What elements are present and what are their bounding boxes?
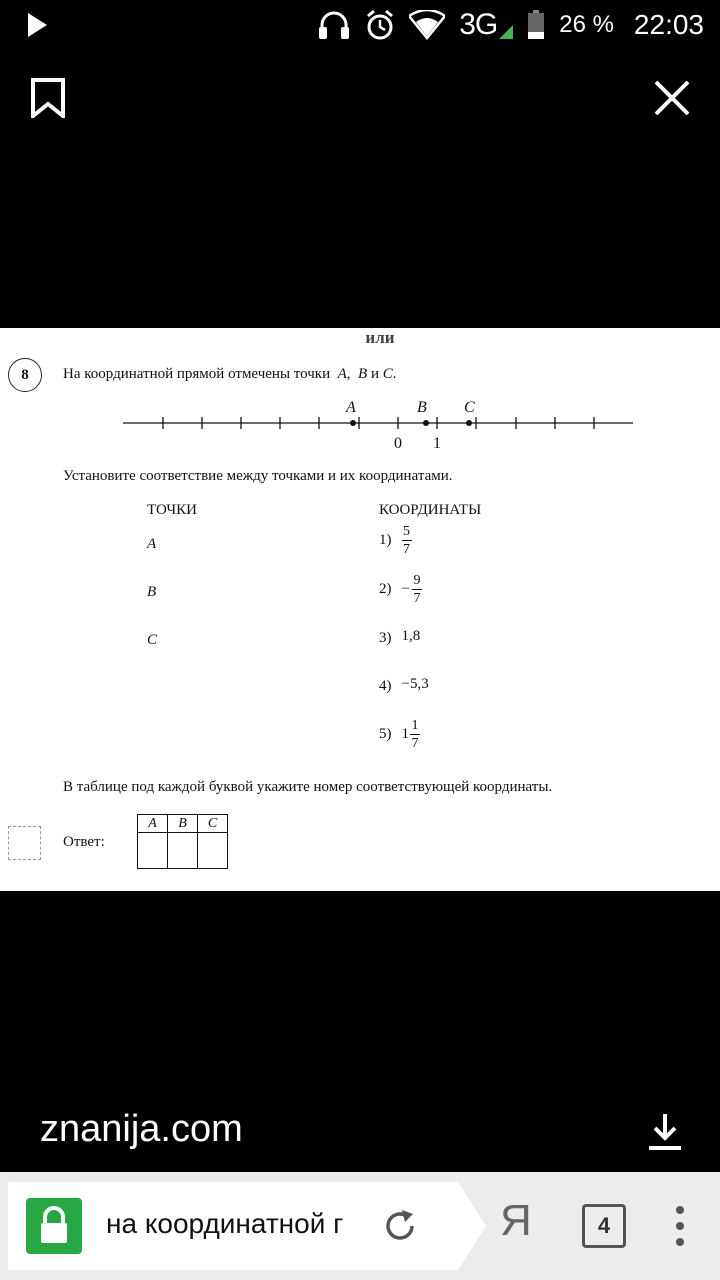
wifi-icon	[409, 10, 445, 40]
menu-icon[interactable]	[670, 1202, 690, 1250]
url-text[interactable]: на координатной г	[106, 1208, 344, 1239]
fraction: $\frac{1}{7}$	[411, 718, 419, 751]
coords-column-header: КООРДИНАТЫ	[379, 502, 482, 518]
clock: 22:03	[633, 9, 704, 40]
question-text: На координатной прямой отмечены точки A, B и C.	[63, 366, 397, 382]
point-item-a: A	[147, 536, 157, 552]
reload-icon[interactable]	[380, 1206, 420, 1246]
point-item-b: B	[147, 584, 157, 600]
alarm-icon	[365, 9, 395, 41]
signal-icon	[499, 25, 513, 39]
bookmark-icon[interactable]	[30, 78, 66, 118]
coord-item-3: 3) 1,8	[379, 628, 421, 646]
answer-checkbox	[8, 826, 41, 860]
browser-toolbar	[0, 1172, 720, 1280]
number-line	[0, 396, 720, 456]
or-label: или	[365, 328, 395, 347]
coord-item-2: 2) − $\frac{9}{7}$	[379, 573, 421, 606]
point-c-dot	[466, 420, 472, 426]
answer-cell-a	[138, 833, 168, 869]
point-a-dot	[350, 420, 356, 426]
coord-item-5: 5) 1 $\frac{1}{7}$	[379, 718, 419, 751]
instruction-text: Установите соответствие между точками и их координатами.	[63, 468, 453, 484]
answer-cell-b	[168, 833, 198, 869]
answer-label: Ответ:	[63, 834, 105, 850]
question-image[interactable]	[0, 328, 720, 891]
source-site-label: znanija.com	[40, 1108, 243, 1150]
point-a-label: A	[346, 399, 356, 416]
play-store-notification-icon	[26, 12, 48, 38]
answer-table	[137, 814, 228, 869]
tabs-count-button[interactable]: 4	[582, 1204, 626, 1248]
point-b-dot	[423, 420, 429, 426]
battery-percent: 26 %	[559, 11, 614, 38]
answer-cell-c	[198, 833, 228, 869]
point-item-c: C	[147, 632, 158, 648]
download-icon[interactable]	[647, 1112, 683, 1152]
answer-header-a: A	[138, 815, 168, 833]
points-column-header: ТОЧКИ	[147, 502, 198, 518]
answer-header-c: C	[198, 815, 228, 833]
status-bar	[0, 0, 720, 50]
table-note: В таблице под каждой буквой укажите номер соответствующей координаты.	[63, 779, 553, 795]
point-c-label: C	[464, 399, 475, 416]
fraction: $\frac{9}{7}$	[413, 573, 421, 606]
answer-header-b: B	[168, 815, 198, 833]
question-number: 8	[8, 358, 42, 392]
tick-label-zero: 0	[394, 435, 402, 452]
lock-icon[interactable]	[26, 1198, 82, 1254]
battery-icon	[527, 10, 545, 40]
coord-item-1: 1) $\frac{5}{7}$	[379, 524, 410, 557]
address-bar[interactable]	[8, 1182, 458, 1270]
fraction: $\frac{5}{7}$	[403, 524, 410, 557]
headset-icon	[317, 9, 351, 41]
close-icon[interactable]	[652, 78, 692, 118]
coord-item-4: 4) −5,3	[379, 676, 429, 694]
network-type: 3G	[459, 8, 498, 41]
yandex-button[interactable]: Я	[500, 1196, 532, 1245]
tick-label-one: 1	[433, 435, 441, 452]
point-b-label: B	[417, 399, 427, 416]
